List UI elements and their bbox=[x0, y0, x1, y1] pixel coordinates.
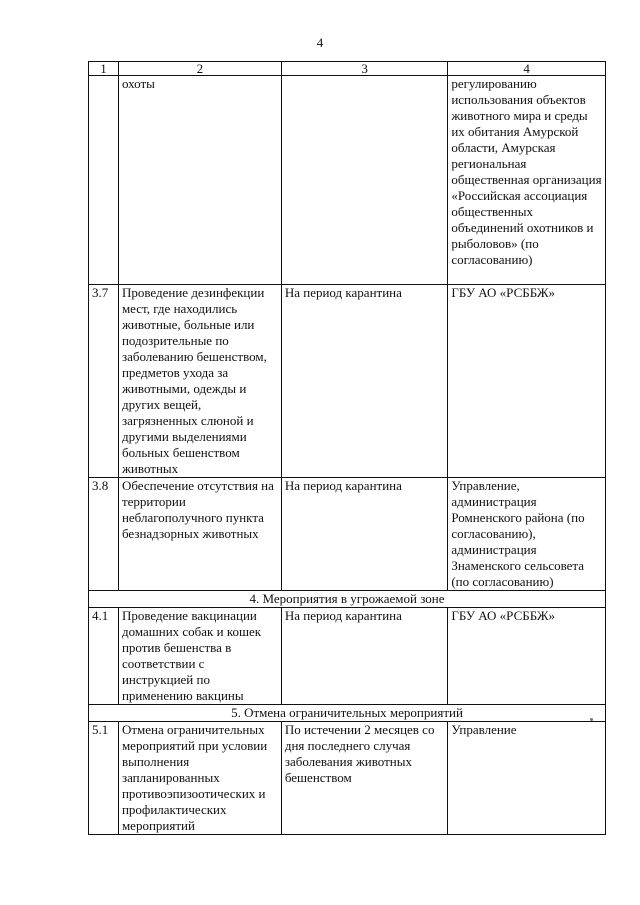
activity-cell: охоты bbox=[118, 76, 281, 285]
activity-cell: Обеспечение отсутствия на территории неблагополучного пункта безнадзорных животных bbox=[118, 478, 281, 591]
responsible-cell: Управление, администрация Ромненского района (по согласованию), администрация Знаменского сельсовета (по согласованию) bbox=[448, 478, 606, 591]
section-heading: 5. Отмена ограничительных мероприятий bbox=[89, 705, 606, 722]
table-row bbox=[89, 285, 606, 478]
column-header: 2 bbox=[118, 62, 281, 76]
period-cell: На период карантина bbox=[281, 608, 448, 705]
activity-cell: Проведение дезинфекции мест, где находились животные, больные или подозрительные по заболеванию бешенством, предметов ухода за животными, одежды и других вещей, загрязненных слюной и другими выделениями больных бешенством животных bbox=[118, 285, 281, 478]
table-header-row bbox=[89, 62, 606, 76]
activity-cell: Отмена ограничительных мероприятий при условии выполнения запланированных противоэпизоотических и профилактических мероприятий bbox=[118, 722, 281, 835]
responsible-cell: ГБУ АО «РСББЖ» bbox=[448, 608, 606, 705]
column-header: 3 bbox=[281, 62, 448, 76]
activity-cell: Проведение вакцинации домашних собак и кошек против бешенства в соответствии с инструкцией по применению вакцины bbox=[118, 608, 281, 705]
period-cell bbox=[281, 76, 448, 285]
table-row bbox=[89, 76, 606, 285]
responsible-cell: регулированию использования объектов животного мира и среды их обитания Амурской области, Амурская региональная общественная организация «Российская ассоциация общественных объединений охотников и рыболовов» (по согласованию) bbox=[448, 76, 606, 285]
period-cell: По истечении 2 месяцев со дня последнего случая заболевания животных бешенством bbox=[281, 722, 448, 835]
period-cell: На период карантина bbox=[281, 285, 448, 478]
page-number: 4 bbox=[316, 35, 324, 50]
row-number: 5.1 bbox=[89, 722, 119, 835]
section-heading-row bbox=[89, 591, 606, 608]
table-row bbox=[89, 608, 606, 705]
section-heading-row bbox=[89, 705, 606, 722]
period-cell: На период карантина bbox=[281, 478, 448, 591]
section-heading: 4. Мероприятия в угрожаемой зоне bbox=[89, 591, 606, 608]
row-number: 3.7 bbox=[89, 285, 119, 478]
measures-table bbox=[88, 61, 606, 835]
table-row bbox=[89, 722, 606, 835]
table-row bbox=[89, 478, 606, 591]
row-number: 4.1 bbox=[89, 608, 119, 705]
column-header: 4 bbox=[448, 62, 606, 76]
scan-speck bbox=[590, 718, 593, 721]
row-number bbox=[89, 76, 119, 285]
responsible-cell: ГБУ АО «РСББЖ» bbox=[448, 285, 606, 478]
row-number: 3.8 bbox=[89, 478, 119, 591]
responsible-cell: Управление bbox=[448, 722, 606, 835]
column-header: 1 bbox=[89, 62, 119, 76]
